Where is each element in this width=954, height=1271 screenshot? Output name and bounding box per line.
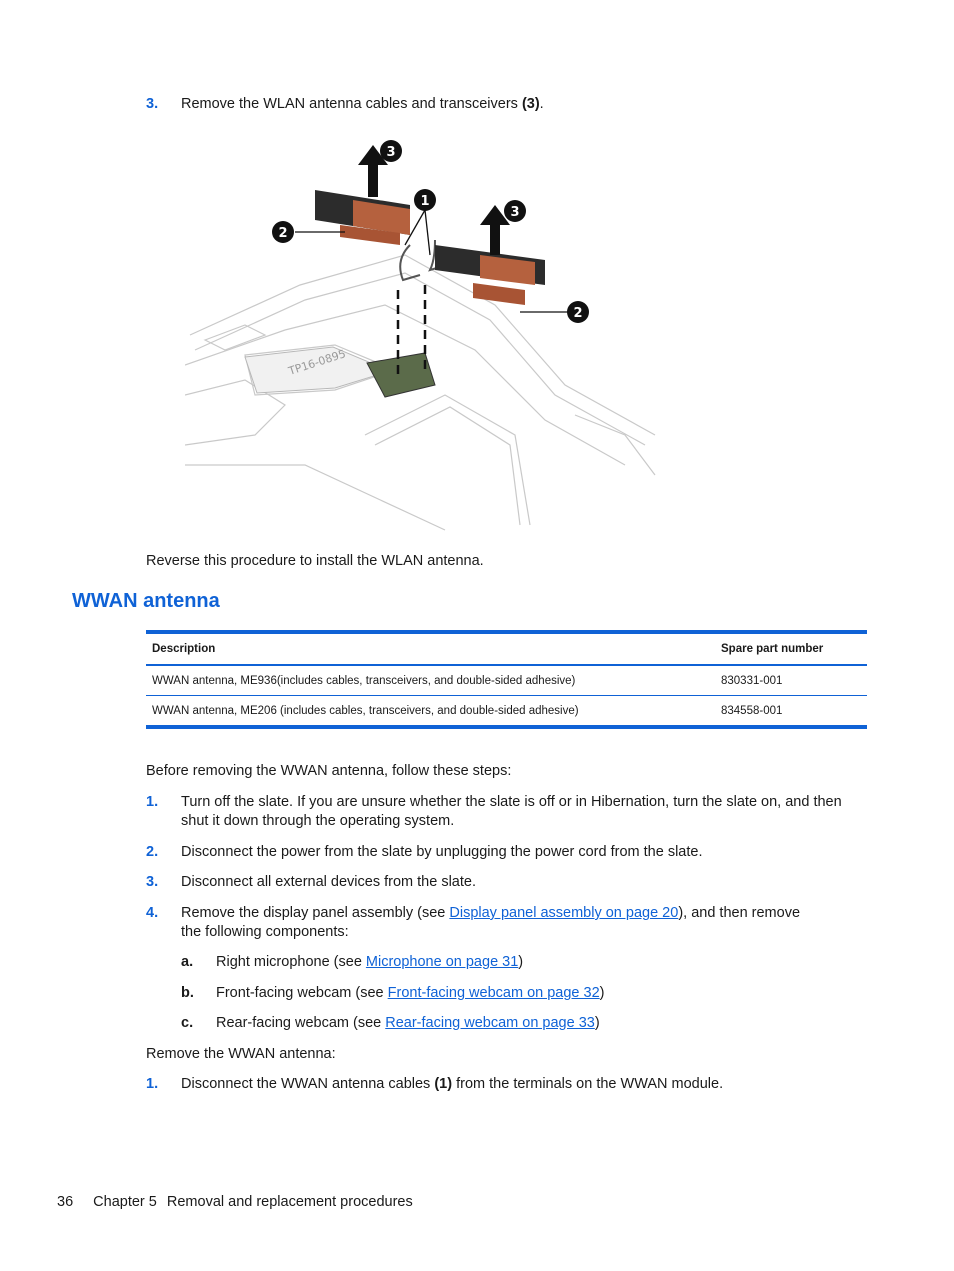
page-number: 36 xyxy=(57,1194,74,1210)
callout-1: 1 xyxy=(420,194,430,209)
substep-letter: a. xyxy=(181,954,194,970)
step-number: 1. xyxy=(146,794,159,810)
spare-parts-table xyxy=(146,630,867,729)
step-number: 4. xyxy=(146,905,159,921)
remove-step-1 xyxy=(146,1076,724,1092)
substep-text: Front-facing webcam (see Front-facing webcam on page 32) xyxy=(216,985,605,1001)
step-2 xyxy=(146,844,703,860)
table-header-row xyxy=(146,632,867,665)
section-title: WWAN antenna xyxy=(72,590,220,612)
table-row xyxy=(146,665,867,696)
before-removing-text: Before removing the WWAN antenna, follow these steps: xyxy=(146,763,512,779)
front-webcam-link[interactable]: Front-facing webcam on page 32 xyxy=(387,985,600,1001)
step-text-line: Turn off the slate. If you are unsure whether the slate is off or in Hibernation, turn the slate on, and then xyxy=(181,794,842,810)
step-text-line: Disconnect all external devices from the slate. xyxy=(181,874,476,890)
step-number: 2. xyxy=(146,844,159,860)
rear-webcam-link[interactable]: Rear-facing webcam on page 33 xyxy=(385,1015,595,1031)
header-description: Description xyxy=(152,643,216,655)
substep-letter: b. xyxy=(181,985,194,1001)
substep-c xyxy=(181,1015,600,1031)
display-panel-link[interactable]: Display panel assembly on page 20 xyxy=(449,905,679,921)
reverse-procedure-text: Reverse this procedure to install the WLAN antenna. xyxy=(146,553,484,569)
microphone-link[interactable]: Microphone on page 31 xyxy=(365,954,519,970)
table-row xyxy=(146,696,867,728)
callout-3: 3 xyxy=(510,205,520,220)
substep-text: Rear-facing webcam (see Rear-facing webcam on page 33) xyxy=(216,1015,600,1031)
step-text: Disconnect the WWAN antenna cables (1) from the terminals on the WWAN module. xyxy=(181,1076,724,1092)
chapter-label: Chapter 5 xyxy=(93,1194,157,1210)
callout-2: 2 xyxy=(278,226,288,241)
row-part-number: 830331-001 xyxy=(721,674,783,687)
callout-3: 3 xyxy=(386,145,396,160)
transceiver-left xyxy=(315,190,410,245)
step-3-wlan xyxy=(146,96,544,112)
callout-2: 2 xyxy=(573,306,583,321)
step-4 xyxy=(146,905,801,940)
step-number: 3. xyxy=(146,874,159,890)
page-footer xyxy=(57,1194,413,1210)
wlan-antenna-illustration xyxy=(185,135,665,535)
row-description: WWAN antenna, ME936(includes cables, transceivers, and double-sided adhesive) xyxy=(152,674,576,687)
step-1 xyxy=(146,794,842,829)
step-number: 3. xyxy=(146,96,159,112)
substep-text: Right microphone (see Microphone on page 31) xyxy=(216,954,524,970)
remove-antenna-text: Remove the WWAN antenna: xyxy=(146,1046,336,1062)
header-spare-part-number: Spare part number xyxy=(721,643,824,655)
row-part-number: 834558-001 xyxy=(721,704,783,717)
chapter-title: Removal and replacement procedures xyxy=(166,1194,413,1210)
step-text-line: the following components: xyxy=(181,924,349,940)
step-text-line: shut it down through the operating system. xyxy=(181,813,455,829)
step-text-line: Remove the display panel assembly (see Display panel assembly on page 20), and then remove xyxy=(181,905,801,921)
step-text: Remove the WLAN antenna cables and transceivers (3). xyxy=(181,96,544,112)
substep-letter: c. xyxy=(181,1015,194,1031)
row-description: WWAN antenna, ME206 (includes cables, transceivers, and double-sided adhesive) xyxy=(152,704,579,717)
step-number: 1. xyxy=(146,1076,159,1092)
step-3 xyxy=(146,874,476,890)
board-label: TP16-0895 xyxy=(286,347,348,378)
step-text-line: Disconnect the power from the slate by unplugging the power cord from the slate. xyxy=(181,844,703,860)
substep-a xyxy=(181,954,524,970)
substep-b xyxy=(181,985,605,1001)
